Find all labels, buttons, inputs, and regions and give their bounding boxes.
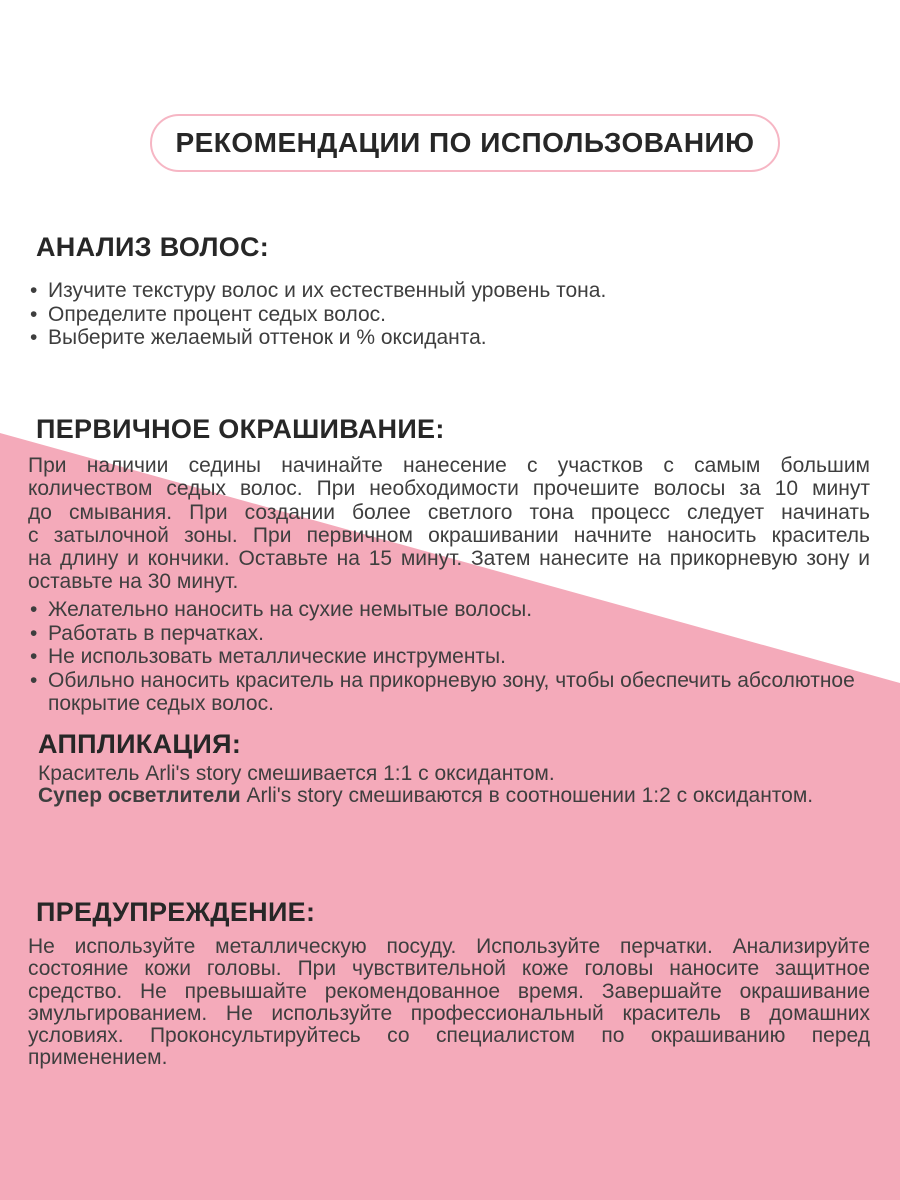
list-item-text: Работать в перчатках. [48, 621, 264, 645]
section-heading-primary-coloring: ПЕРВИЧНОЕ ОКРАШИВАНИЕ: [36, 414, 445, 444]
bullet-icon: • [30, 326, 38, 349]
list-item-text: Обильно наносить краситель на прикорневую зону, чтобы обеспечить абсолютное покрытие седых волос. [48, 668, 855, 715]
application-line-1: Краситель Arli's story смешивается 1:1 с оксидантом. [38, 762, 555, 785]
paragraph-line: условиях. Проконсультируйтесь со специалистом по окрашиванию перед [28, 1024, 870, 1048]
list-item-text: Выберите желаемый оттенок и % оксиданта. [48, 326, 487, 349]
bullet-icon: • [30, 645, 38, 668]
list-item [30, 645, 872, 669]
list-item-text: Желательно наносить на сухие немытые волосы. [48, 598, 533, 621]
list-item [30, 669, 872, 716]
warning-paragraph [28, 936, 870, 1070]
paragraph-line: эмульгированием. Не используйте профессиональный краситель в домашних [28, 1001, 870, 1025]
paragraph-line: средство. Не превышайте рекомендованное время. Завершайте окрашивание [28, 979, 870, 1003]
application-paragraph [38, 763, 880, 808]
paragraph-line: количеством седых волос. При необходимости прочешите волосы за 10 минут [28, 477, 870, 501]
primary-coloring-bullet-list [30, 598, 872, 716]
list-item [30, 303, 872, 327]
list-item-text: Определите процент седых волос. [48, 302, 387, 326]
bullet-icon: • [30, 302, 38, 326]
paragraph-line: оставьте на 30 минут. [28, 570, 239, 594]
paragraph-line: состояние кожи головы. При чувствительной коже головы наносите защитное [28, 957, 870, 981]
list-item [30, 326, 872, 350]
section-heading-warning: ПРЕДУПРЕЖДЕНИЕ: [36, 897, 316, 927]
list-item [30, 622, 872, 646]
paragraph-line: применением. [28, 1046, 168, 1070]
analysis-bullet-list [30, 279, 872, 350]
paragraph-line: с затылочной зоны. При первичном окрашивании начните наносить краситель [28, 523, 870, 547]
bullet-icon: • [30, 598, 38, 621]
page-title: РЕКОМЕНДАЦИИ ПО ИСПОЛЬЗОВАНИЮ [175, 127, 755, 158]
title-pill [150, 114, 780, 172]
primary-coloring-paragraph [28, 454, 870, 594]
application-line-2-bold: Супер осветлители [38, 784, 241, 808]
section-heading-analysis: АНАЛИЗ ВОЛОС: [36, 232, 270, 262]
bullet-icon: • [30, 279, 38, 302]
paragraph-line: При наличии седины начинайте нанесение с участков с самым большим [28, 454, 870, 477]
paragraph-line: на длину и кончики. Оставьте на 15 минут. Затем нанесите на прикорневую зону и [28, 547, 870, 571]
bullet-icon: • [30, 621, 38, 645]
section-heading-application: АППЛИКАЦИЯ: [38, 729, 242, 759]
list-item-text: Не использовать металлические инструменты. [48, 645, 506, 668]
bullet-icon: • [30, 668, 38, 692]
paragraph-line: Не используйте металлическую посуду. Используйте перчатки. Анализируйте [28, 935, 870, 958]
list-item-text: Изучите текстуру волос и их естественный уровень тона. [48, 279, 607, 302]
application-line-2 [38, 785, 880, 807]
list-item [30, 598, 872, 622]
list-item [30, 279, 872, 303]
paragraph-line: до смывания. При создании более светлого тона процесс следует начинать [28, 500, 870, 524]
application-line-2-rest: Arli's story смешиваются в соотношении 1:2 с оксидантом. [240, 784, 814, 808]
